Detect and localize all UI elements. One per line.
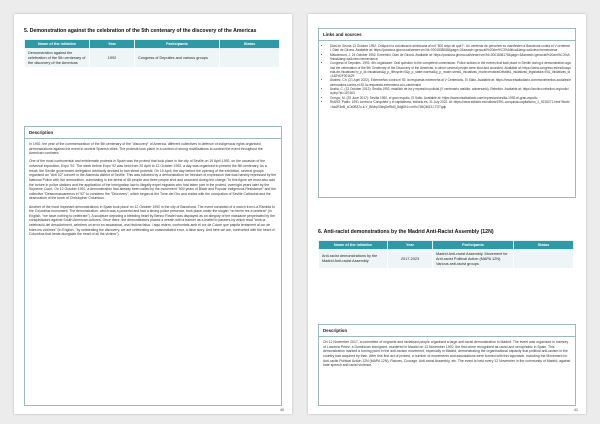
source-link[interactable]: • Álvarez, Ch. (21 April 2022). Extremeños contra el 92: la respuesta extremeña al V Centenario. El Salto. Available at: https://www.elsaltodiario.com/movimientos-sociales/extremadura-contra-el-92-la-respuesta-extremena-al-v-centenario [330,78,571,86]
column-header: Status [220,39,280,49]
links-list [323,44,571,109]
source-link[interactable]: • RIAÑO, Pablo. 1991 contra la 'Conquista' y el capitalismo, eldiario.es, 31 July 2022. At: https://www.eldiario.es/cultura/1991-conquista-capitalismo_1_9218271.html?fbclid=IwAR3eB_sCe0B37x-k-Y_BiNhp33eqDeRk6i_8dgBXLn-mKn745QM33J-TGTgqk [330,100,571,108]
table-cell [514,250,574,269]
table-cell: Demonstration against the celebration of the 5th centenary of the discovery of the Americas [25,49,90,68]
table-cell: 2017-2023 [388,250,433,269]
table-cell: Congress of Deputies and various groups [135,49,220,68]
section-5 [24,28,280,68]
description-box [24,126,282,406]
source-link[interactable]: • Diari de Girona 13 October 1992: Critiquen la colonització americana al crit "500 anys de què?". Un centenar de persones es manifesten a Barcelona contra el V centenari, Diari de Girona. Available at: https://pandora.girona.cat/viewer.vm?id=0001838068&page=2&search=genocidi%20#m%C3%A9rica&lang=ca&view=hemeroteca [330,44,571,52]
links-heading: Links and sources [319,29,575,41]
source-link[interactable]: • Urabá, C. (12 October 2012): Sevilla 1992, estallido de ira y represión policial (V centenario maldito: aniversario). Rebelión. Available at: https://archivo.rebelion.org/noticia.php?id=157463 [330,87,571,95]
description-paragraph: On 12 November 2017, a committee of migrants and racialised people organised a large anti-racist demonstration in Madrid. The event was organised in memory of Lucrecia Pérez, a Dominican immigrant, murdered in Madrid on 13 November 1992, the first crime recognised as racist and xenophobic in Spain. This demonstration marked a turning point in the anti-racism movement, especially in Madrid, demonstrating the organisational capacity that political anti-racism in the country had acquired by then. After this first act of protest, a number of movements and associations were formed with this approach, including the Movement for Anti-racist Political Action 12N (MAPA 12N), Racoes, Coorage, Anti-racist Assembly, etc. The event is held every 12 November in the community of Madrid, against hate speech and racist violence. [323,340,571,368]
page-number: 41 [574,408,578,412]
links-body [319,41,575,112]
description-heading: Description [319,325,575,337]
description-box [318,324,576,406]
description-paragraph: Another of the most important demonstrations in Spain took place on 12 October 1992 in the city of Barcelona. The event consisted of a march from La Rambla to the Columbus monument. The demonstration, which was a powerful and had a strong police presence, took place under the slogan "no tenim res a celebrar" (in English, "we have nothing to celebrate"). A sculpture depicting a bleeding heart by Benno Rowleí was displayed as an allegory of the massacre perpetrated by the conquistadors against South American cultures. Once there, the demonstrators placed a wreath with a banner as a leaflet to passers-by which read "amb la celebració del descobriment, celebren un error en assassinat, una història falsa. I aquí estem, confrontats amb el cor de Colom que palpita lentament al cor de totes les víctimes" (in English, "by celebrating the discovery, we are celebrating an unassimilated error, a false story. And here we are, confronted with the heart of Columbus that beats alongside the heart of all the victims"). [29,204,275,237]
right-page [308,14,586,414]
table-row [319,250,574,269]
initiative-table [318,240,574,270]
description-paragraph: In 1992, the year of the commemoration of the 5th centenary of the "discovery" of America, different collectives in defence of indigenous rights organised demonstrations against the event in several Spanish cities. The protests took place in a context of strong mobilisations to contest the event throughout the American continent. [29,142,263,156]
page-number: 40 [280,408,284,412]
table-cell: Madrid Anti-racist Assembly. Movement for Anti-racist Political Action (MAPA 12N). Various anti-racist groups [433,250,514,269]
table-header-row [25,39,280,49]
source-link[interactable]: • Congress of Deputies. 1992. 4th Legislature. Oral question to the competent commission. Police actions in the events that took place in Seville during a demonstration against the celebration of the 5th Centenary of the Discovery of the Americas, in which several people were shot and wounded. Available at: https://www.congreso.es/es/busqueda-de-iniciativas?p_p_id=iniciativas&p_p_lifecycle=0&p_p_state=normal&p_p_mode=view&_iniciativas_mode=mostrarDetalle&_iniciativas_legislatura=IV&_iniciativas_id=182%2F001629 [330,61,571,78]
initiative-table [24,39,280,69]
left-page [14,14,292,414]
section-title: 5. Demonstration against the celebration of the 5th centenary of the discovery of the Americas [24,28,257,34]
section-title: 6. Anti-racist demonstrations by the Madrid Anti-Racist Assembly (12N) [318,229,494,235]
column-header: Year [90,39,135,49]
table-cell: Anti-racist demonstrations by the Madrid Anti-racist Assembly [319,250,388,269]
column-header: Participants [135,39,220,49]
table-cell [220,49,280,68]
source-link[interactable]: • Crespo, M. (25 June 2017): Sevilla 1992, el gran espolio. El Salto. Available at: https://www.elsaltodiario.com/represion/sevilla-1992-el-gran-espolio [330,96,571,100]
column-header: Year [388,240,433,250]
description-heading: Description [25,127,281,139]
column-header: Participants [433,240,514,250]
links-box [318,28,576,198]
section-6 [318,229,574,269]
table-row [25,49,280,68]
description-body [319,337,575,374]
table-header-row [319,240,574,250]
column-header: Status [514,240,574,250]
description-body [25,139,281,243]
table-cell: 1992 [90,49,135,68]
column-header: Name of the initiative [319,240,388,250]
description-paragraph: One of the most controversial and emblematic protests in Spain was the protest that took place in the city of Seville on 19 April 1992, on the occasion of the universal exposition, Expo '92. The week before Expo '92 was held from 20 April to 12 October 1992, a day was organised to present the 5th centenary. As a result, the Seville government delegation arbitrarily decided to ban street protests. On 19 April, the day before the opening of the exhibition, several groups organised an "Anti 92" concert in the Alameda district of Seville. This was followed by a demonstration for freedom of expression that was harshly repressed by the National Police with live ammunition, culminating in the arrest of 88 people and three people shot and wounded during the charge. To this figure we must also add the torture in police stations and the application of the Immigration law to illegally expel migrants who had taken part in the protest, overnight years later by the Supreme Court. On 12 October 1992, a demonstration had already been called by the movement "500 years of Black and Popular Indigenous Resistance" and the collective "Desenmascaremos el '92" to condemn the "Discovery", which began at the Torre del Oro and ended with the occupation of Seville Cathedral and the desecration of the tomb of Christopher Columbus. [29,159,277,201]
column-header: Name of the initiative [25,39,90,49]
source-link[interactable]: • Masdemunt, J. 24 October 1992: Extremini, Diari de Girona. Available at: https://pandora.girona.cat/viewer.vm?id=0001808175&page=5&search=genocidi%20am%C3%A9rica&lang=ca&view=hemeroteca [330,53,571,61]
